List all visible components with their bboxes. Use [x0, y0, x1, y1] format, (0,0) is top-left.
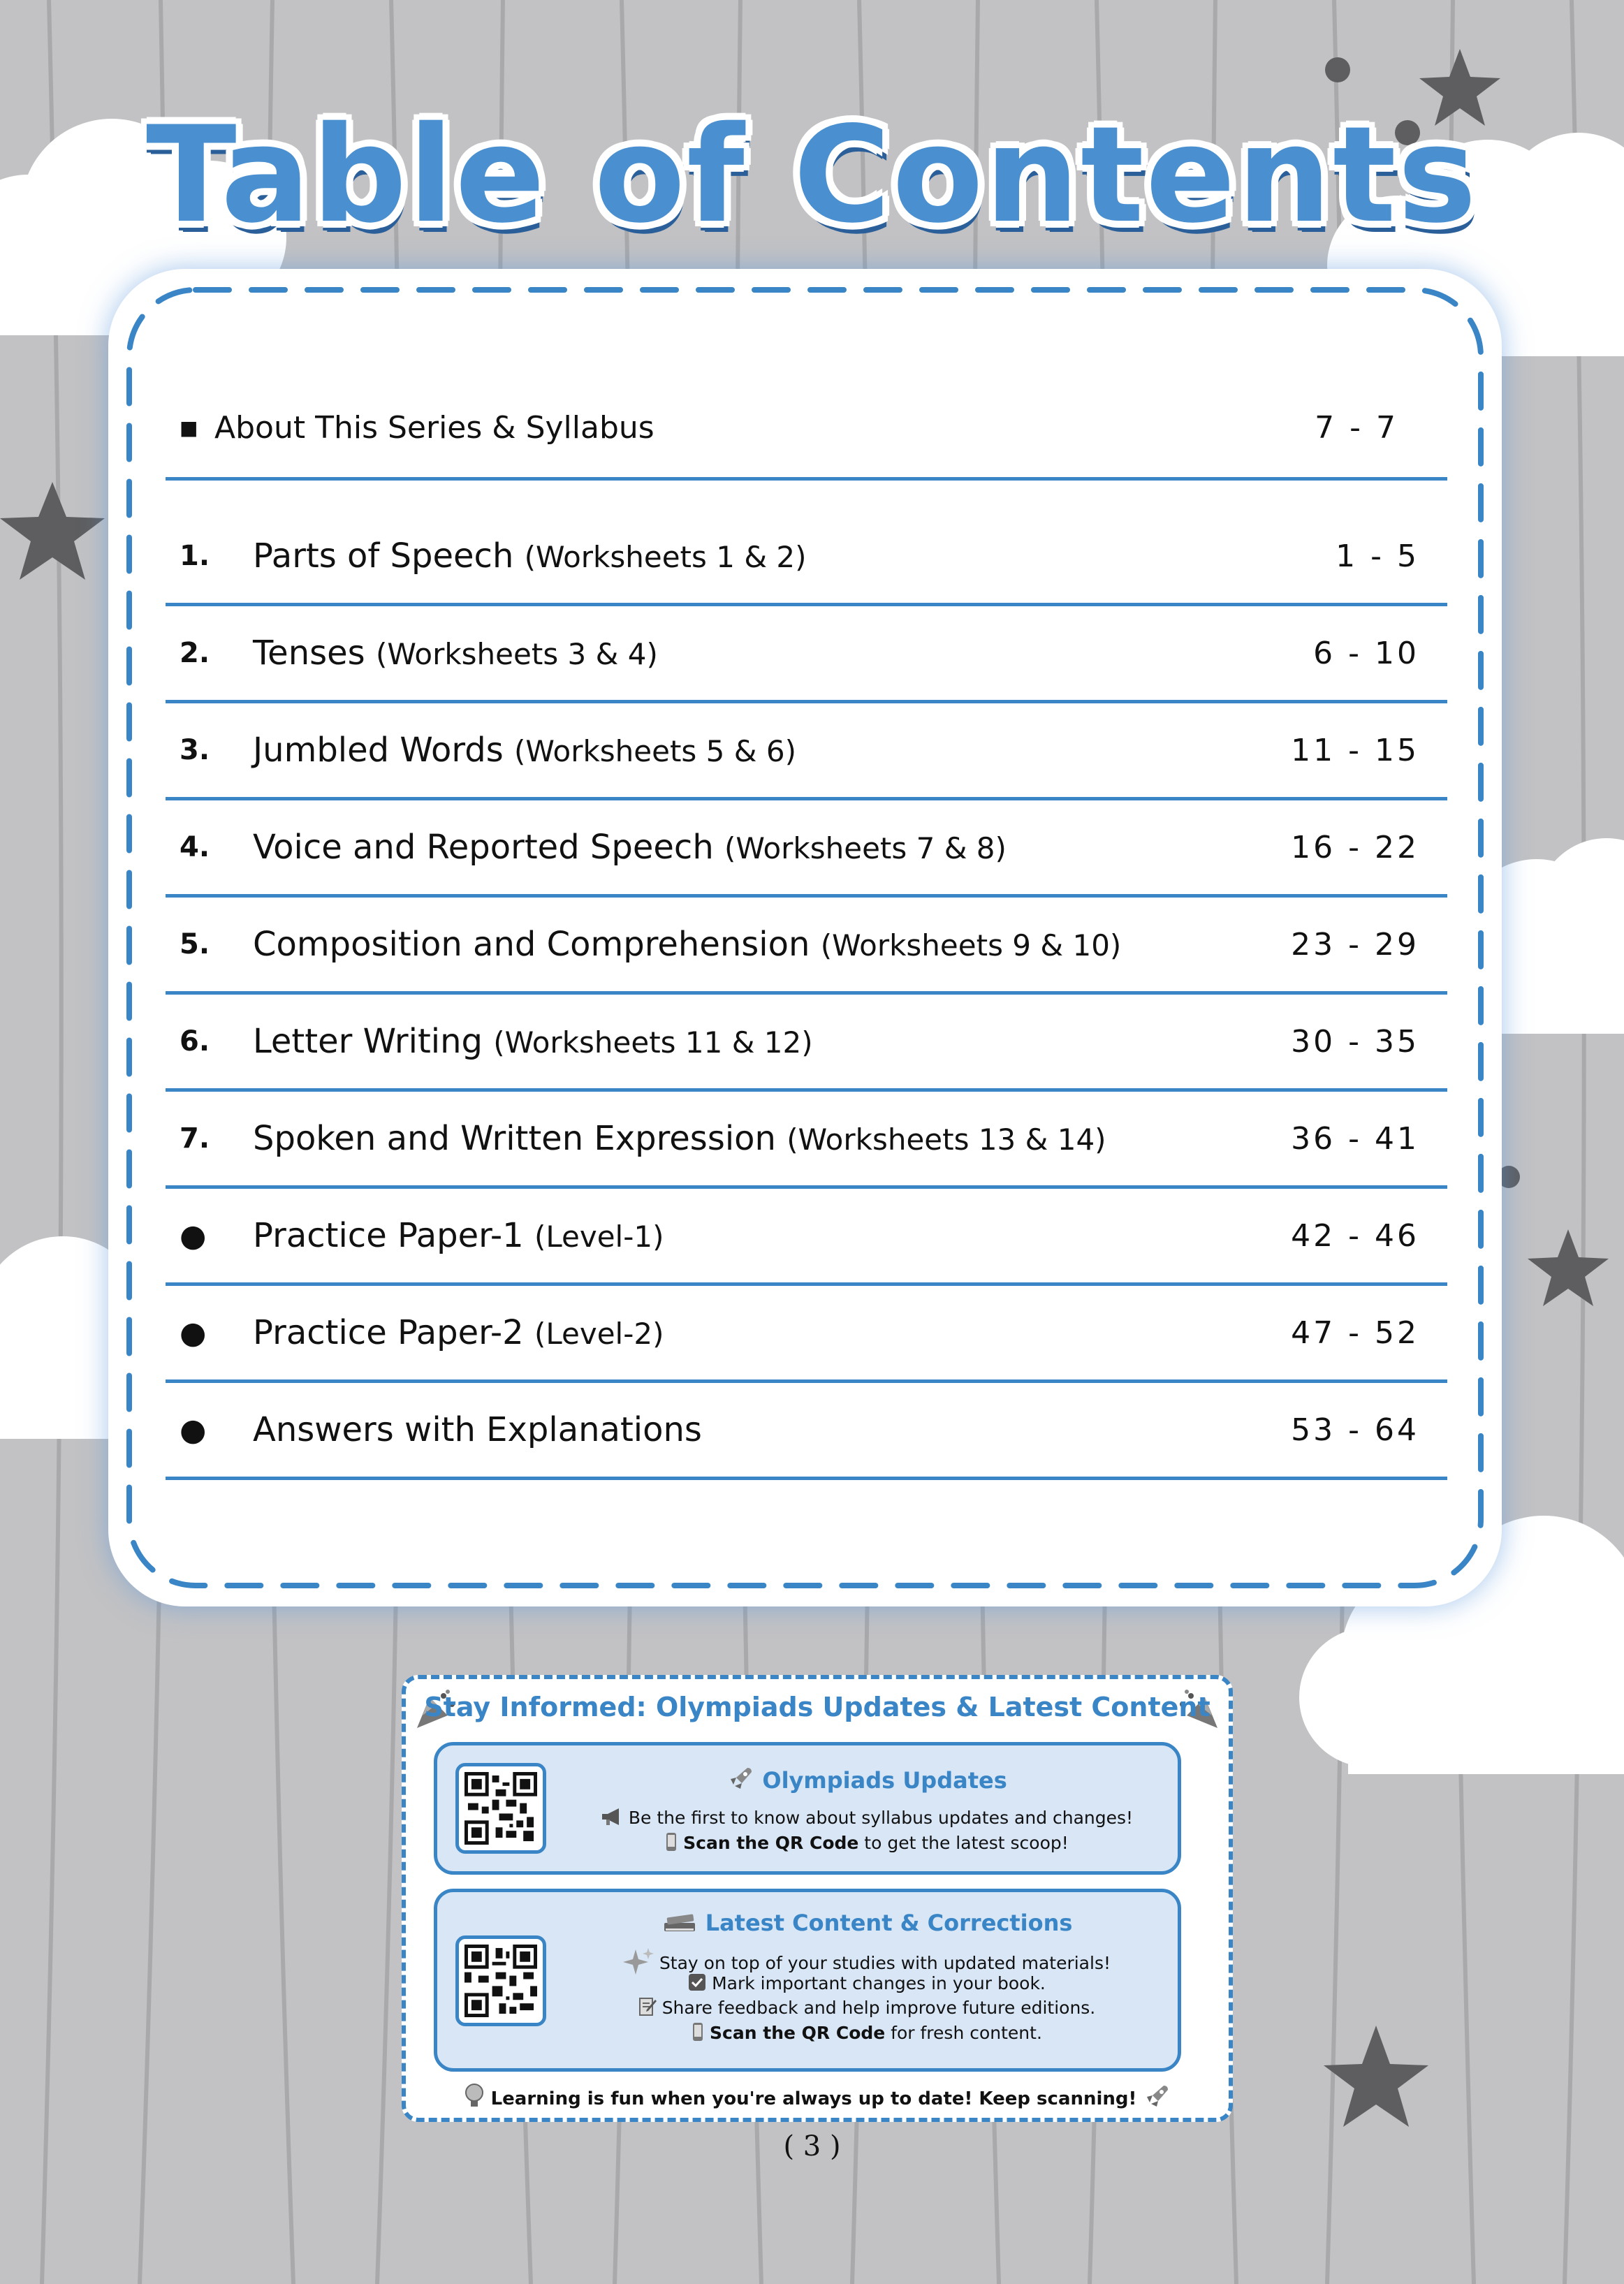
toc-title: Voice and Reported Speech	[253, 828, 714, 867]
toc-subtitle: (Worksheets 3 & 4)	[375, 637, 658, 671]
toc-subtitle: (Level-2)	[534, 1317, 664, 1351]
content-line-2: Mark important changes in your book.	[563, 1973, 1171, 1996]
toc-number: 7.	[180, 1122, 210, 1155]
qr-code-content[interactable]	[455, 1935, 546, 2026]
toc-title: Spoken and Written Expression	[253, 1119, 776, 1158]
check-box-icon	[688, 1973, 706, 1996]
toc-label	[253, 1092, 1106, 1185]
memo-icon	[638, 1997, 657, 2021]
content-line-3: Share feedback and help improve future editions.	[563, 1997, 1171, 2021]
toc-pages: 11 - 15	[1291, 733, 1419, 768]
info-footer: Learning is fun when you're always up to date! Keep scanning!	[406, 2083, 1229, 2116]
light-bulb-icon	[464, 2083, 485, 2116]
toc-label	[253, 995, 813, 1088]
toc-pages: 53 - 64	[1291, 1412, 1419, 1448]
toc-row[interactable]	[166, 607, 1447, 703]
toc-title: Answers with Explanations	[253, 1410, 702, 1449]
toc-title: Composition and Comprehension	[253, 925, 810, 964]
info-title: Stay Informed: Olympiads Updates & Latest Content	[424, 1692, 1210, 1722]
toc-label	[253, 1384, 702, 1477]
toc-number: 3.	[180, 734, 210, 766]
toc-row[interactable]	[166, 801, 1447, 898]
toc-label	[253, 607, 658, 700]
toc-pages: 7 - 7	[1315, 410, 1398, 446]
toc-subtitle: (Worksheets 1 & 2)	[524, 540, 807, 574]
content-panel	[434, 1889, 1181, 2072]
toc-subtitle: (Level-1)	[534, 1220, 664, 1254]
toc-label: About This Series & Syllabus	[214, 410, 654, 446]
toc-row[interactable]	[166, 1384, 1447, 1480]
megaphone-icon	[601, 1807, 623, 1831]
toc-row[interactable]	[166, 995, 1447, 1092]
toc-number: 2.	[180, 637, 210, 669]
toc-pages: 47 - 52	[1291, 1315, 1419, 1351]
toc-subtitle: (Worksheets 7 & 8)	[724, 831, 1007, 865]
round-bullet-icon: ●	[180, 1412, 207, 1448]
content-line-1: Stay on top of your studies with updated materials!	[563, 1948, 1171, 1980]
updates-line-2: Scan the QR Code to get the latest scoop!	[563, 1832, 1171, 1856]
toc-pages: 23 - 29	[1291, 927, 1419, 962]
qr-code-icon	[464, 1945, 537, 2017]
toc-pages: 16 - 22	[1291, 830, 1419, 865]
toc-number: 5.	[180, 928, 210, 960]
updates-panel	[434, 1742, 1181, 1875]
toc-row[interactable]	[166, 1287, 1447, 1383]
rocket-icon	[1143, 2083, 1171, 2116]
content-heading: Latest Content & Corrections	[563, 1908, 1171, 1941]
qr-code-updates[interactable]	[455, 1763, 546, 1854]
toc-number: 4.	[180, 831, 210, 863]
qr-code-icon	[464, 1772, 537, 1845]
updates-line-1: Be the first to know about syllabus updates and changes!	[563, 1807, 1171, 1831]
toc-row[interactable]	[166, 704, 1447, 800]
toc-subtitle: (Worksheets 13 & 14)	[787, 1122, 1106, 1157]
phone-icon	[665, 1832, 678, 1856]
books-icon	[661, 1908, 698, 1941]
round-bullet-icon: ●	[180, 1218, 207, 1254]
phone-icon	[692, 2022, 704, 2046]
toc-subtitle: (Worksheets 5 & 6)	[514, 734, 796, 768]
rocket-icon	[726, 1765, 754, 1799]
toc-subtitle: (Worksheets 11 & 12)	[493, 1025, 813, 1060]
toc-number: 1.	[180, 540, 210, 572]
updates-heading: Olympiads Updates	[563, 1765, 1171, 1799]
toc-title: Practice Paper-1	[253, 1216, 524, 1255]
toc-title: Jumbled Words	[253, 731, 504, 770]
toc-label	[253, 510, 807, 603]
square-bullet-icon: ■	[180, 416, 198, 439]
info-box	[402, 1675, 1233, 2122]
toc-row[interactable]	[166, 898, 1447, 995]
toc-title: Parts of Speech	[253, 536, 514, 576]
toc-subtitle: (Worksheets 9 & 10)	[820, 928, 1122, 962]
round-bullet-icon: ●	[180, 1315, 207, 1351]
toc-pages: 6 - 10	[1313, 636, 1419, 671]
toc-label	[253, 898, 1121, 991]
toc-pages: 30 - 35	[1291, 1024, 1419, 1060]
toc-title: Tenses	[253, 634, 365, 673]
content-line-4: Scan the QR Code for fresh content.	[563, 2022, 1171, 2046]
toc-row[interactable]	[166, 1189, 1447, 1286]
toc-row[interactable]	[166, 510, 1447, 606]
toc-title: Letter Writing	[253, 1022, 483, 1061]
toc-label	[253, 1189, 664, 1282]
toc-pages: 36 - 41	[1291, 1121, 1419, 1157]
toc-pages: 1 - 5	[1336, 539, 1419, 574]
toc-label	[253, 704, 796, 797]
toc-title: Practice Paper-2	[253, 1313, 524, 1352]
toc-row-intro[interactable]	[166, 379, 1447, 481]
toc-label	[253, 1287, 664, 1379]
page-number: ( 3 )	[783, 2130, 841, 2162]
toc-number: 6.	[180, 1025, 210, 1057]
page-title: Table of Contents	[146, 98, 1478, 252]
toc-label	[253, 801, 1007, 894]
toc-pages: 42 - 46	[1291, 1218, 1419, 1254]
toc-row[interactable]	[166, 1092, 1447, 1189]
toc-card	[108, 269, 1502, 1606]
